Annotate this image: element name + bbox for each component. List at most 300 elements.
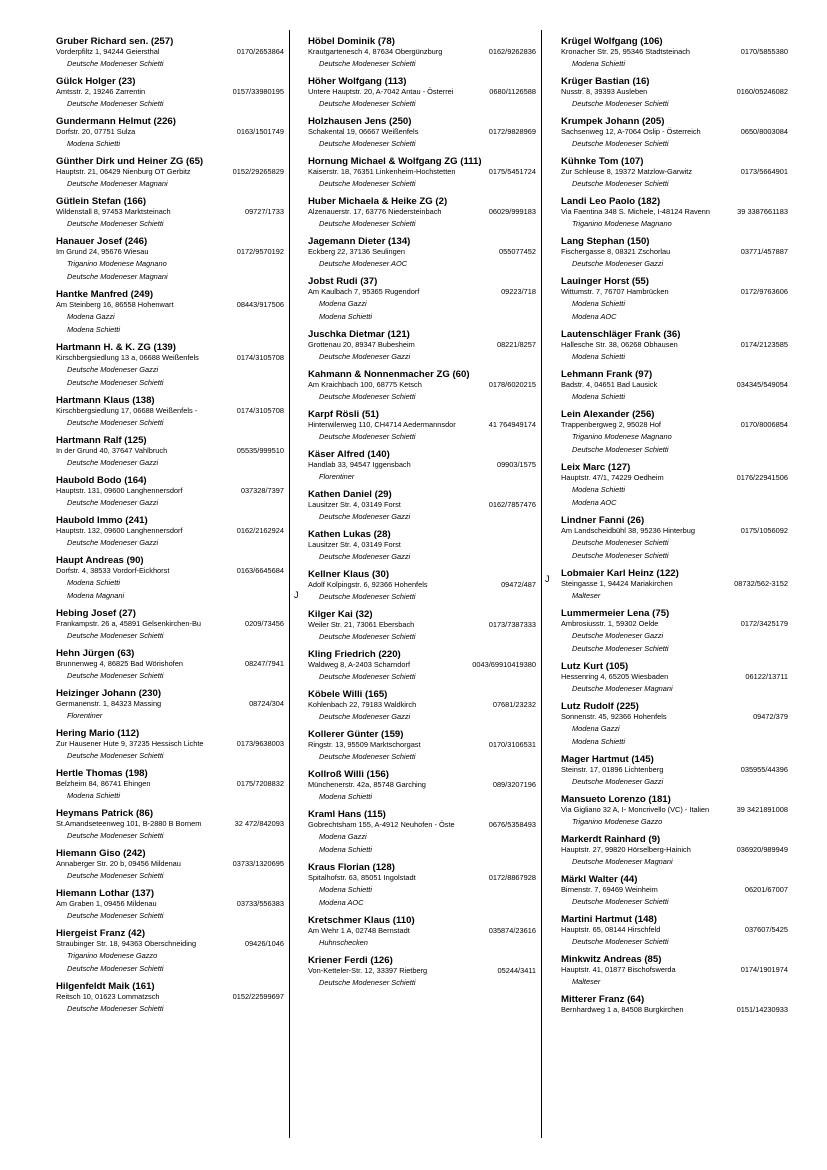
club-membership: Deutsche Modeneser Gazzi <box>67 364 159 374</box>
breeder-name: Gütlein Stefan (166) <box>56 196 147 207</box>
directory-entry <box>56 808 284 842</box>
address-row <box>56 859 284 869</box>
breeder-name: Gülck Holger (23) <box>56 76 136 87</box>
breeder-address: Wittumstr. 7, 76707 Hambrücken <box>561 287 669 296</box>
address-row <box>308 580 536 590</box>
club-membership: Deutsche Modeneser Schietti <box>319 58 416 68</box>
directory-entry <box>561 196 788 230</box>
breeder-phone: 0162/9262836 <box>488 47 536 56</box>
breeder-phone: 0172/9828969 <box>488 127 536 136</box>
directory-column-1 <box>56 36 284 1136</box>
club-membership: Modena Schietti <box>572 391 625 401</box>
breeder-phone: 09426/1046 <box>244 939 284 948</box>
breeder-phone: 0170/3106531 <box>488 740 536 749</box>
breeder-phone: 0175/1056092 <box>740 526 788 535</box>
club-membership: Deutsche Modeneser Schietti <box>67 98 164 108</box>
breeder-address: Lausitzer Str. 4, 03149 Forst <box>308 500 401 509</box>
breeder-name: Hebing Josef (27) <box>56 608 136 619</box>
breeder-name: Karpf Rösli (51) <box>308 409 379 420</box>
breeder-name: Mager Hartmut (145) <box>561 754 654 765</box>
breeder-phone: 037607/5425 <box>744 925 788 934</box>
breeder-address: Ringstr. 13, 95509 Marktschorgast <box>308 740 421 749</box>
club-membership: Deutsche Modeneser Schietti <box>572 98 669 108</box>
directory-entry <box>561 568 788 602</box>
breeder-address: Kronacher Str. 25, 95346 Stadtsteinach <box>561 47 691 56</box>
address-row <box>56 526 284 536</box>
directory-entry <box>56 515 284 549</box>
breeder-address: Wildenstall 8, 97453 Marktsteinach <box>56 207 171 216</box>
breeder-phone: 037328/7397 <box>240 486 284 495</box>
breeder-address: Amtsstr. 2, 19246 Zarrentin <box>56 87 146 96</box>
breeder-address: St.Amandseteenweg 101, B-2880 B Bornem <box>56 819 202 828</box>
club-membership: Triganino Modenese Magnano <box>572 431 672 441</box>
address-row <box>56 207 284 217</box>
club-membership: Deutsche Modeneser Schietti <box>319 431 416 441</box>
breeder-name: Juschka Dietmar (121) <box>308 329 410 340</box>
breeder-name: Mansueto Lorenzo (181) <box>561 794 671 805</box>
breeder-name: Köbele Willi (165) <box>308 689 388 700</box>
address-row <box>308 620 536 630</box>
club-membership: Deutsche Modeneser Gazzi <box>67 497 159 507</box>
breeder-address: Reitsch 10, 01623 Lommatzsch <box>56 992 160 1001</box>
club-membership: Deutsche Modeneser Magnani <box>67 271 168 281</box>
breeder-address: Zur Hausener Hute 9, 37235 Hessisch Lichte <box>56 739 204 748</box>
breeder-name: Gundermann Helmut (226) <box>56 116 176 127</box>
address-row <box>561 167 788 177</box>
club-membership: Modena Gazzi <box>319 298 367 308</box>
breeder-name: Martini Hartmut (148) <box>561 914 657 925</box>
breeder-name: Mitterer Franz (64) <box>561 994 645 1005</box>
breeder-name: Huber Michaela & Heike ZG (2) <box>308 196 448 207</box>
club-membership: Deutsche Modeneser Gazzi <box>319 351 411 361</box>
address-row <box>56 779 284 789</box>
breeder-name: Lautenschläger Frank (36) <box>561 329 681 340</box>
directory-entry <box>56 289 284 336</box>
directory-entry <box>561 754 788 788</box>
breeder-name: Kraml Hans (115) <box>308 809 386 820</box>
breeder-address: Im Grund 24, 95676 Wiesau <box>56 247 149 256</box>
address-row <box>561 805 788 815</box>
address-row <box>561 1005 788 1015</box>
breeder-phone: 03733/556383 <box>236 899 284 908</box>
club-membership: Deutsche Modeneser Schietti <box>572 537 669 547</box>
breeder-address: Hauptstr. 21, 06429 Nienburg OT Gerbitz <box>56 167 191 176</box>
breeder-name: Kühnke Tom (107) <box>561 156 644 167</box>
address-row <box>56 486 284 496</box>
directory-entry <box>56 435 284 469</box>
breeder-address: Via Faentina 348 S. Michele, I-48124 Ravenn <box>561 207 711 216</box>
directory-entry <box>56 848 284 882</box>
breeder-phone: 034345/549054 <box>736 380 788 389</box>
directory-entry <box>308 156 536 190</box>
address-row <box>308 167 536 177</box>
breeder-name: Krügel Wolfgang (106) <box>561 36 663 47</box>
breeder-address: Am Steinberg 16, 86558 Hohenwart <box>56 300 174 309</box>
breeder-phone: 09472/487 <box>501 580 536 589</box>
address-row <box>56 992 284 1002</box>
column-divider-right <box>541 30 542 1138</box>
address-row <box>561 579 788 589</box>
breeder-address: Hinterwilerweg 110, CH4714 Aedermannsdor <box>308 420 456 429</box>
directory-entry <box>561 701 788 748</box>
breeder-address: Hauptstr. 47/1, 74229 Oedheim <box>561 473 664 482</box>
address-row <box>56 300 284 310</box>
breeder-name: Käser Alfred (140) <box>308 449 390 460</box>
address-row <box>561 87 788 97</box>
address-row <box>308 780 536 790</box>
address-row <box>561 885 788 895</box>
address-row <box>308 660 536 670</box>
breeder-phone: 0175/7208832 <box>236 779 284 788</box>
breeder-address: Kirschbergsiedlung 13 a, 06688 Weißenfels <box>56 353 199 362</box>
club-membership: Modena Gazzi <box>319 831 367 841</box>
breeder-name: Heizinger Johann (230) <box>56 688 162 699</box>
directory-entry <box>561 994 788 1015</box>
club-membership: Deutsche Modeneser Schietti <box>319 977 416 987</box>
club-membership: Deutsche Modeneser Schietti <box>319 138 416 148</box>
club-membership: Deutsche Modeneser Schietti <box>319 98 416 108</box>
breeder-address: Alzenauerstr. 17, 63776 Niedersteinbach <box>308 207 442 216</box>
breeder-phone: 08221/8257 <box>496 340 536 349</box>
column-divider-left <box>289 30 290 1138</box>
breeder-phone: 05535/999510 <box>236 446 284 455</box>
directory-entry <box>56 475 284 509</box>
address-row <box>308 87 536 97</box>
breeder-address: Steinstr. 17, 01896 Lichtenberg <box>561 765 664 774</box>
directory-entry <box>561 329 788 363</box>
address-row <box>308 966 536 976</box>
breeder-address: Hessenring 4, 65205 Wiesbaden <box>561 672 669 681</box>
breeder-address: Hauptstr. 65, 08144 Hirschfeld <box>561 925 661 934</box>
address-row <box>561 47 788 57</box>
breeder-name: Höbel Dominik (78) <box>308 36 395 47</box>
address-row <box>56 353 284 363</box>
breeder-address: Hauptstr. 131, 09600 Langhennersdorf <box>56 486 183 495</box>
breeder-address: Frankampstr. 26 a, 45891 Gelsenkirchen-Bu <box>56 619 202 628</box>
directory-entry <box>561 409 788 456</box>
directory-entry <box>56 981 284 1015</box>
breeder-name: Hilgenfeldt Maik (161) <box>56 981 155 992</box>
club-membership: Modena AOC <box>572 497 617 507</box>
address-row <box>561 712 788 722</box>
breeder-phone: 09903/1575 <box>496 460 536 469</box>
club-membership: Modena Schietti <box>572 351 625 361</box>
breeder-address: Schakental 19, 06667 Weißenfels <box>308 127 419 136</box>
breeder-name: Markerdt Rainhard (9) <box>561 834 661 845</box>
breeder-phone: 0173/7387333 <box>488 620 536 629</box>
breeder-name: Haupt Andreas (90) <box>56 555 144 566</box>
directory-entry <box>56 888 284 922</box>
club-membership: Triganino Modenese Gazzo <box>572 816 663 826</box>
breeder-address: Dorfstr. 4, 38533 Vordorf-Eickhorst <box>56 566 170 575</box>
breeder-address: Belzheim 84, 86741 Ehingen <box>56 779 151 788</box>
address-row <box>561 925 788 935</box>
club-membership: Modena Schietti <box>67 324 120 334</box>
address-row <box>561 765 788 775</box>
address-row <box>308 926 536 936</box>
directory-entry <box>308 36 536 70</box>
directory-entry <box>561 954 788 988</box>
breeder-phone: 0160/05246082 <box>736 87 788 96</box>
club-membership: Modena Schietti <box>67 790 120 800</box>
address-row <box>308 420 536 430</box>
directory-entry <box>308 409 536 443</box>
directory-entry <box>308 649 536 683</box>
breeder-address: Münchenerstr. 42a, 85748 Garching <box>308 780 426 789</box>
directory-entry <box>308 689 536 723</box>
address-row <box>308 460 536 470</box>
directory-entry <box>561 515 788 562</box>
directory-entry <box>56 928 284 975</box>
club-membership: Modena Schietti <box>319 844 372 854</box>
directory-entry <box>308 955 536 989</box>
breeder-name: Hartmann Klaus (138) <box>56 395 155 406</box>
directory-entry <box>561 834 788 868</box>
breeder-phone: 03771/457887 <box>740 247 788 256</box>
breeder-phone: 0162/2162924 <box>236 526 284 535</box>
breeder-address: Steingasse 1, 94424 Mariakirchen <box>561 579 673 588</box>
breeder-phone: 07681/23232 <box>492 700 536 709</box>
directory-entry <box>308 236 536 270</box>
club-membership: Modena Magnani <box>67 590 125 600</box>
club-membership: Deutsche Modeneser Schietti <box>319 631 416 641</box>
breeder-address: Gobrechtsham 155, A-4912 Neuhofen - Öste <box>308 820 455 829</box>
address-row <box>56 939 284 949</box>
address-row <box>561 287 788 297</box>
breeder-phone: 0176/22941506 <box>736 473 788 482</box>
address-row <box>308 820 536 830</box>
breeder-address: Am Kraichbach 100, 68775 Ketsch <box>308 380 422 389</box>
breeder-name: Gruber Richard sen. (257) <box>56 36 174 47</box>
breeder-phone: 0162/7857476 <box>488 500 536 509</box>
breeder-name: Lobmaier Karl Heinz (122) <box>561 568 679 579</box>
section-marker-right: J <box>545 574 550 584</box>
directory-entry <box>308 196 536 230</box>
breeder-address: In der Grund 40, 37647 Vahlbruch <box>56 446 168 455</box>
club-membership: Triganino Modenese Magnano <box>572 218 672 228</box>
breeder-phone: 0151/14230933 <box>736 1005 788 1014</box>
club-membership: Deutsche Modeneser Schietti <box>67 910 164 920</box>
directory-entry <box>561 156 788 190</box>
breeder-phone: 0676/5358493 <box>488 820 536 829</box>
breeder-name: Lutz Rudolf (225) <box>561 701 639 712</box>
club-membership: Deutsche Modeneser Schietti <box>572 896 669 906</box>
directory-entry <box>561 608 788 655</box>
directory-entry <box>308 609 536 643</box>
address-row <box>561 340 788 350</box>
breeder-phone: 0152/22599697 <box>232 992 284 1001</box>
breeder-phone: 32 472/842093 <box>234 819 284 828</box>
directory-entry <box>308 369 536 403</box>
club-membership: Modena Schietti <box>572 736 625 746</box>
breeder-address: Am Landscheidbühl 38, 95236 Hinterbug <box>561 526 695 535</box>
breeder-address: Grottenau 20, 89347 Bubesheim <box>308 340 415 349</box>
directory-entry <box>308 862 536 909</box>
club-membership: Deutsche Modeneser Magnani <box>67 178 168 188</box>
breeder-name: Lutz Kurt (105) <box>561 661 629 672</box>
address-row <box>56 619 284 629</box>
breeder-name: Hiemann Giso (242) <box>56 848 146 859</box>
directory-entry <box>308 915 536 949</box>
address-row <box>56 247 284 257</box>
address-row <box>56 566 284 576</box>
breeder-phone: 0178/6020215 <box>488 380 536 389</box>
club-membership: Deutsche Modeneser Schietti <box>572 138 669 148</box>
breeder-name: Hehn Jürgen (63) <box>56 648 135 659</box>
address-row <box>561 127 788 137</box>
breeder-name: Haubold Bodo (164) <box>56 475 147 486</box>
breeder-name: Hartmann H. & K. ZG (139) <box>56 342 176 353</box>
breeder-address: Am Kaulbach 7, 95365 Rugendorf <box>308 287 420 296</box>
club-membership: Modena Schietti <box>67 138 120 148</box>
breeder-name: Kilger Kai (32) <box>308 609 373 620</box>
breeder-name: Kriener Ferdi (126) <box>308 955 393 966</box>
address-row <box>561 247 788 257</box>
address-row <box>56 406 284 416</box>
breeder-name: Jobst Rudi (37) <box>308 276 378 287</box>
directory-entry <box>561 462 788 509</box>
breeder-address: Am Graben 1, 09456 Mildenau <box>56 899 157 908</box>
breeder-address: Birnenstr. 7, 69469 Weinheim <box>561 885 658 894</box>
club-membership: Deutsche Modeneser Schietti <box>67 963 164 973</box>
breeder-address: Untere Hauptstr. 20, A-7042 Antau - Österrei <box>308 87 454 96</box>
directory-entry <box>308 729 536 763</box>
address-row <box>308 207 536 217</box>
breeder-phone: 0163/1501749 <box>236 127 284 136</box>
breeder-address: Weiler Str. 21, 73061 Ebersbach <box>308 620 415 629</box>
address-row <box>561 526 788 536</box>
directory-entry <box>56 116 284 150</box>
breeder-address: Dorfstr. 20, 07751 Sulza <box>56 127 136 136</box>
breeder-name: Lehmann Frank (97) <box>561 369 653 380</box>
directory-entry <box>308 76 536 110</box>
address-row <box>308 287 536 297</box>
club-membership: Deutsche Modeneser Schietti <box>67 218 164 228</box>
directory-entry <box>561 369 788 403</box>
club-membership: Deutsche Modeneser Gazzi <box>67 537 159 547</box>
breeder-name: Leix Marc (127) <box>561 462 631 473</box>
directory-entry <box>56 342 284 389</box>
breeder-address: Hauptstr. 41, 01877 Bischofswerda <box>561 965 676 974</box>
breeder-name: Märkl Walter (44) <box>561 874 638 885</box>
club-membership: Deutsche Modeneser Schietti <box>67 58 164 68</box>
breeder-name: Kellner Klaus (30) <box>308 569 390 580</box>
directory-entry <box>308 809 536 856</box>
address-row <box>56 659 284 669</box>
breeder-phone: 0152/29265829 <box>232 167 284 176</box>
directory-entry <box>308 329 536 363</box>
club-membership: Deutsche Modeneser Schietti <box>572 936 669 946</box>
breeder-phone: 0174/3105708 <box>236 353 284 362</box>
club-membership: Deutsche Modeneser Schietti <box>319 391 416 401</box>
address-row <box>561 380 788 390</box>
breeder-phone: 0174/1901974 <box>740 965 788 974</box>
breeder-address: Straubinger Str. 18, 94363 Oberschneiding <box>56 939 197 948</box>
address-row <box>561 965 788 975</box>
breeder-address: Ambrosiusstr. 1, 59302 Oelde <box>561 619 659 628</box>
address-row <box>561 207 788 217</box>
club-membership: Deutsche Modeneser Gazzi <box>319 511 411 521</box>
directory-entry <box>308 116 536 150</box>
address-row <box>56 899 284 909</box>
breeder-name: Jagemann Dieter (134) <box>308 236 411 247</box>
club-membership: Modena AOC <box>319 897 364 907</box>
club-membership: Deutsche Modeneser Schietti <box>319 671 416 681</box>
breeder-phone: 09472/379 <box>753 712 788 721</box>
club-membership: Deutsche Modeneser Schietti <box>67 417 164 427</box>
breeder-address: Fischergasse 8, 08321 Zschorlau <box>561 247 671 256</box>
breeder-phone: 0173/5664901 <box>740 167 788 176</box>
breeder-address: Sonnenstr. 45, 92366 Hohenfels <box>561 712 667 721</box>
breeder-phone: 0172/3425179 <box>740 619 788 628</box>
club-membership: Modena Schietti <box>572 58 625 68</box>
breeder-name: Hartmann Ralf (125) <box>56 435 147 446</box>
club-membership: Deutsche Modeneser Schietti <box>67 750 164 760</box>
breeder-phone: 06122/13711 <box>745 672 788 681</box>
breeder-phone: 09223/718 <box>501 287 536 296</box>
breeder-address: Am Wehr 1 A, 02748 Bernstadt <box>308 926 410 935</box>
directory-entry <box>56 728 284 762</box>
breeder-address: Trappenbergweg 2, 95028 Hof <box>561 420 661 429</box>
directory-entry <box>56 648 284 682</box>
club-membership: Modena Schietti <box>319 791 372 801</box>
breeder-phone: 0172/9763606 <box>740 287 788 296</box>
breeder-address: Kirschbergsiedlung 17, 06688 Weißenfels - <box>56 406 198 415</box>
address-row <box>561 420 788 430</box>
breeder-name: Hertle Thomas (198) <box>56 768 148 779</box>
breeder-phone: 08247/7941 <box>244 659 284 668</box>
breeder-name: Kollerer Günter (159) <box>308 729 404 740</box>
breeder-name: Hantke Manfred (249) <box>56 289 154 300</box>
breeder-phone: 0170/2653864 <box>236 47 284 56</box>
breeder-phone: 035955/44396 <box>740 765 788 774</box>
breeder-name: Hiergeist Franz (42) <box>56 928 146 939</box>
address-row <box>56 699 284 709</box>
directory-entry <box>561 36 788 70</box>
section-marker-left: J <box>294 590 299 600</box>
breeder-address: Kohlenbach 22, 79183 Waldkirch <box>308 700 417 709</box>
breeder-phone: 035874/23616 <box>488 926 536 935</box>
directory-entry <box>308 569 536 603</box>
breeder-name: Günther Dirk und Heiner ZG (65) <box>56 156 204 167</box>
breeder-address: Adolf Kolpingstr. 6, 92366 Hohenfels <box>308 580 428 589</box>
breeder-address: Spitalhofstr. 63, 85051 Ingolstadt <box>308 873 416 882</box>
club-membership: Deutsche Modeneser Gazzi <box>319 711 411 721</box>
directory-entry <box>308 449 536 483</box>
breeder-name: Kathen Lukas (28) <box>308 529 391 540</box>
club-membership: Deutsche Modeneser Schietti <box>67 670 164 680</box>
breeder-address: Nusstr. 8, 39393 Ausleben <box>561 87 648 96</box>
club-membership: Deutsche Modeneser Schietti <box>319 218 416 228</box>
breeder-name: Kling Friedrich (220) <box>308 649 401 660</box>
directory-entry <box>561 236 788 270</box>
club-membership: Deutsche Modeneser Schietti <box>67 870 164 880</box>
directory-entry <box>561 276 788 323</box>
club-membership: Deutsche Modeneser Schietti <box>67 1003 164 1013</box>
breeder-name: Hiemann Lothar (137) <box>56 888 155 899</box>
club-membership: Deutsche Modeneser Schietti <box>572 643 669 653</box>
breeder-address: Badstr. 4, 04651 Bad Lausick <box>561 380 658 389</box>
breeder-name: Landi Leo Paolo (182) <box>561 196 661 207</box>
breeder-phone: 0163/6645684 <box>236 566 284 575</box>
address-row <box>561 845 788 855</box>
address-row <box>308 500 536 510</box>
club-membership: Triganino Modenese Magnano <box>67 258 167 268</box>
address-row <box>561 473 788 483</box>
breeder-phone: 03733/1320695 <box>232 859 284 868</box>
directory-entry <box>561 661 788 695</box>
club-membership: Florentiner <box>319 471 355 481</box>
